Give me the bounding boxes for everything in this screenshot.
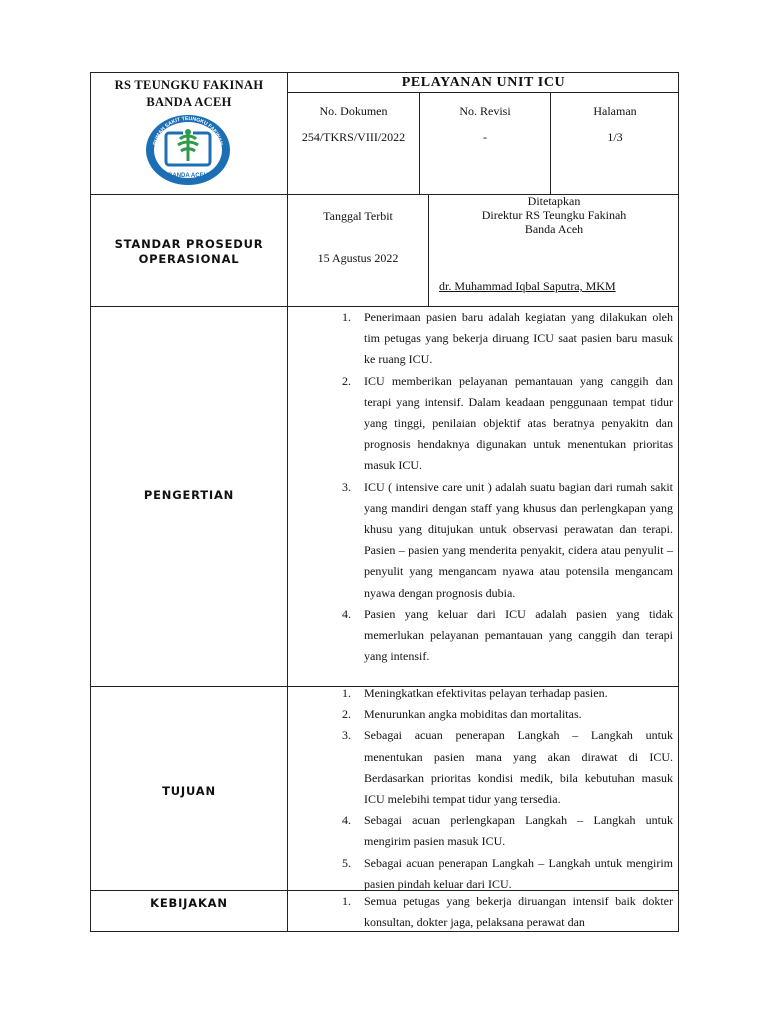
title-underline (288, 92, 679, 93)
sop-document (90, 72, 679, 932)
tanggal-terbit-label: Tanggal Terbit (323, 209, 393, 223)
kebijakan-item-number: 1. (342, 894, 351, 908)
no-dokumen-value: 254/TKRS/VIII/2022 (301, 130, 406, 144)
kebijakan-list (316, 891, 673, 933)
kebijakan-label: KEBIJAKAN (150, 896, 228, 910)
direktur-line1: Direktur RS Teungku Fakinah (481, 208, 627, 222)
tujuan-item-text: Menurunkan angka mobiditas dan mortalitas. (364, 707, 582, 722)
pengertian-item (316, 371, 673, 477)
pengertian-item (316, 307, 673, 371)
tujuan-item-text: Sebagai acuan penerapan Langkah – Langkah untuk menentukan pasien mana yang akan dirawat di ICU. Berdasarkan prioritas kondisi medik, bila kebutuhan masuk ICU melebihi tempat tidur yang tersedia. (364, 728, 673, 807)
tujuan-item-number: 3. (342, 728, 351, 743)
tujuan-item (316, 810, 673, 852)
tujuan-item-text: Sebagai acuan penerapan Langkah – Langkah untuk mengirim pasien pindah keluar dari ICU. (364, 855, 673, 891)
pengertian-item-text: Penerimaan pasien baru adalah kegiatan yang dilakukan oleh tim petugas yang bekerja diruang ICU saat pasien baru masuk ke ruang ICU. (364, 310, 673, 367)
no-revisi-label: No. Revisi (459, 104, 511, 118)
tujuan-item (316, 704, 673, 725)
logo-text-bottom: BANDA ACEH (168, 173, 208, 179)
no-dokumen-label: No. Dokumen (319, 104, 388, 118)
hospital-name-line2: BANDA ACEH (146, 95, 232, 109)
tujuan-item-text: Sebagai acuan perlengkapan Langkah – Langkah untuk mengirim pasien masuk ICU. (364, 813, 673, 849)
tujuan-item-text: Meningkatkan efektivitas pelayan terhadap pasien. (364, 686, 608, 700)
ditetapkan-label: Ditetapkan (527, 194, 581, 208)
hospital-name-line1: RS TEUNGKU FAKINAH (114, 78, 264, 92)
tujuan-item-number: 5. (342, 855, 351, 870)
tanggal-terbit-value: 15 Agustus 2022 (317, 251, 399, 265)
halaman-value: 1/3 (607, 130, 623, 144)
tujuan-item-number: 1. (342, 686, 351, 700)
sop-label-line2: OPERASIONAL (138, 252, 240, 266)
pengertian-item-number: 2. (342, 373, 351, 388)
pengertian-item (316, 477, 673, 604)
pengertian-item-number: 3. (342, 479, 351, 494)
sop-label (91, 237, 287, 267)
document-title: PELAYANAN UNIT ICU (401, 75, 566, 90)
tujuan-item-number: 4. (342, 813, 351, 828)
kebijakan-item-text: Semua petugas yang bekerja diruangan intensif baik dokter konsultan, dokter jaga, pelaksana perawat dan (364, 894, 673, 930)
kebijakan-item (316, 891, 673, 933)
sop-label-line1: STANDAR PROSEDUR (114, 237, 264, 251)
pengertian-item-number: 4. (342, 606, 351, 621)
tujuan-label: TUJUAN (162, 784, 216, 798)
pengertian-item-text: Pasien yang keluar dari ICU adalah pasien yang tidak memerlukan pelayanan pemantauan yang canggih dan terapi yang intensif. (364, 606, 673, 664)
tujuan-item (316, 725, 673, 810)
tujuan-list (316, 683, 673, 895)
pengertian-items (316, 307, 673, 667)
pengertian-item-text: ICU ( intensive care unit ) adalah suatu bagian dari rumah sakit yang mandiri dengan staff yang khusus dan perlengkapan yang khusu yang ditujukan untuk observasi perawatan dan terapi. Pasien – pasien yang menderita penyakit, cidera atau penyulit – penyulit yang mengancam nyawa atau potensila mengancam nyawa dengan prognosis dubia. (364, 479, 673, 600)
hospital-name (91, 77, 287, 111)
pengertian-list (316, 307, 673, 667)
ditetapkan-block (429, 194, 679, 236)
no-revisi-value: - (483, 130, 487, 144)
pengertian-item (316, 604, 673, 668)
tujuan-item (316, 853, 673, 895)
hospital-logo (144, 113, 232, 187)
halaman-label: Halaman (593, 104, 637, 118)
tujuan-items (316, 683, 673, 895)
tujuan-item-number: 2. (342, 707, 351, 722)
kebijakan-items (316, 891, 673, 933)
column-divider (287, 73, 288, 932)
pengertian-label: PENGERTIAN (143, 488, 235, 502)
tujuan-item (316, 683, 673, 704)
signatory-name: dr. Muhammad Iqbal Saputra, MKM (439, 279, 616, 293)
direktur-line2: Banda Aceh (524, 222, 584, 236)
logo-text-top: RUMAH SAKIT TEUNGKU FAKINAH (152, 115, 224, 146)
pengertian-item-number: 1. (342, 310, 351, 324)
pengertian-item-text: ICU memberikan pelayanan pemantauan yang canggih dan terapi yang intensif. Dalam keadaan penggunaan tempat tidur yang tinggi, penilaian objektif atas beratnya penyakitn dan prognosis hendaknya digunakan untuk menentukan prioritas masuk ICU. (364, 373, 673, 473)
